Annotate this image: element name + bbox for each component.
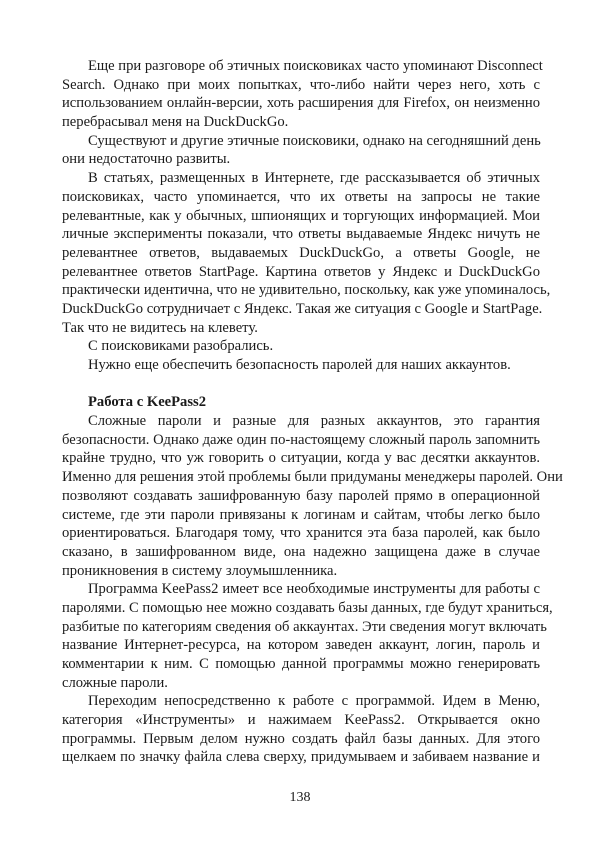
paragraph: [62, 692, 540, 767]
text-line: Так что не видитесь на клевету.: [62, 319, 258, 336]
text-line: перебрасывал меня на DuckDuckGo.: [62, 114, 289, 131]
text-line: разбитые по категориям сведения об аккаунтах. Эти сведения могут включать: [62, 618, 547, 635]
text-line: Нужно еще обеспечить безопасность паролей для наших аккаунтов.: [88, 357, 511, 373]
text-line: безопасности. Однако даже один по-настоящему сложный пароль запомнить: [62, 431, 540, 448]
text-line: Еще при разговоре об этичных поисковиках часто упоминают Disconnect: [88, 58, 543, 74]
text-line: категория «Инструменты» и нажимаем KeePass2. Открывается окно: [62, 712, 540, 729]
text-line: практически идентична, что не удивительно, поскольку, как уже упоминалось,: [62, 282, 551, 299]
paragraph: [62, 580, 553, 692]
text-line: личные эксперименты показали, что ответы выдаваемые Яндекс ничуть не: [62, 226, 540, 243]
text-line: Существуют и другие этичные поисковики, однако на сегодняшний день: [88, 132, 541, 149]
text-line: Программа KeePass2 имеет все необходимые инструменты для работы с: [88, 581, 540, 598]
text-line: релевантнее ответов, выдаваемых DuckDuckGo, а ответы Google, не: [62, 244, 540, 261]
paragraph: [62, 412, 563, 580]
text-line: сложные пароли.: [62, 674, 168, 691]
text-line: Переходим непосредственно к работе с программой. Идем в Меню,: [88, 693, 540, 710]
text-line: название Интернет-ресурса, на котором заведен аккаунт, логин, пароль и: [62, 637, 540, 654]
text-line: поисковиках, часто упоминается, что их ответы на запросы не такие: [62, 188, 540, 205]
page-number: 138: [289, 790, 311, 805]
text-line: позволяют создавать зашифрованную базу паролей прямо в операционной: [62, 487, 540, 504]
paragraph: [62, 337, 540, 356]
text-line: программы. Первым делом нужно создать файл базы данных. Для этого: [62, 730, 540, 747]
paragraph: [62, 132, 540, 169]
text-line: ориентироваться. Благодаря тому, что хранится эта база паролей, как было: [62, 525, 540, 542]
text-line: DuckDuckGo сотрудничает с Яндекс. Такая же ситуация с Google и StartPage.: [62, 300, 543, 317]
paragraph: [62, 169, 551, 337]
text-before-heading: [62, 57, 551, 375]
text-line: релевантнее ответов StartPage. Картина ответов у Яндекс и DuckDuckGo: [62, 263, 540, 280]
text-line: щелкаем по значку файла слева сверху, придумываем и забиваем название и: [62, 749, 540, 766]
section-heading: Работа с KeePass2: [88, 394, 207, 411]
text-line: паролями. С помощью нее можно создавать базы данных, где будут храниться,: [62, 599, 553, 616]
text-line: Search. Однако при моих попытках, что-либо найти через него, хоть с: [62, 76, 540, 93]
paragraph: [62, 356, 540, 375]
text-line: комментарии к ним. С помощью данной программы можно генерировать: [62, 656, 540, 672]
paragraph: [62, 57, 543, 132]
text-after-heading: [62, 412, 563, 767]
text-line: использованием онлайн-версии, хоть расширения для Firefox, он неизменно: [62, 95, 540, 112]
text-line: С поисковиками разобрались.: [88, 338, 274, 355]
text-line: релевантные, как у обычных, шпионящих и торгующих информацией. Мои: [62, 207, 540, 224]
text-line: Именно для решения этой проблемы были придуманы менеджеры паролей. Они: [62, 469, 563, 486]
text-line: Сложные пароли и разные для разных аккаунтов, это гарантия: [88, 413, 540, 430]
text-line: В статьях, размещенных в Интернете, где рассказывается об этичных: [88, 170, 540, 187]
text-line: проникновения в систему злоумышленника.: [62, 562, 338, 579]
text-line: они недостаточно развиты.: [62, 151, 231, 168]
text-line: сказано, в зашифрованном виде, она надежно защищена даже в случае: [62, 543, 540, 560]
blank-line: [62, 375, 540, 394]
text-line: системе, где эти пароли привязаны к логинам и сайтам, чтобы легко было: [62, 506, 540, 523]
text-line: крайне трудно, что уж говорить о ситуации, когда у вас десятки аккаунтов.: [62, 450, 540, 467]
page-body: [62, 57, 563, 767]
